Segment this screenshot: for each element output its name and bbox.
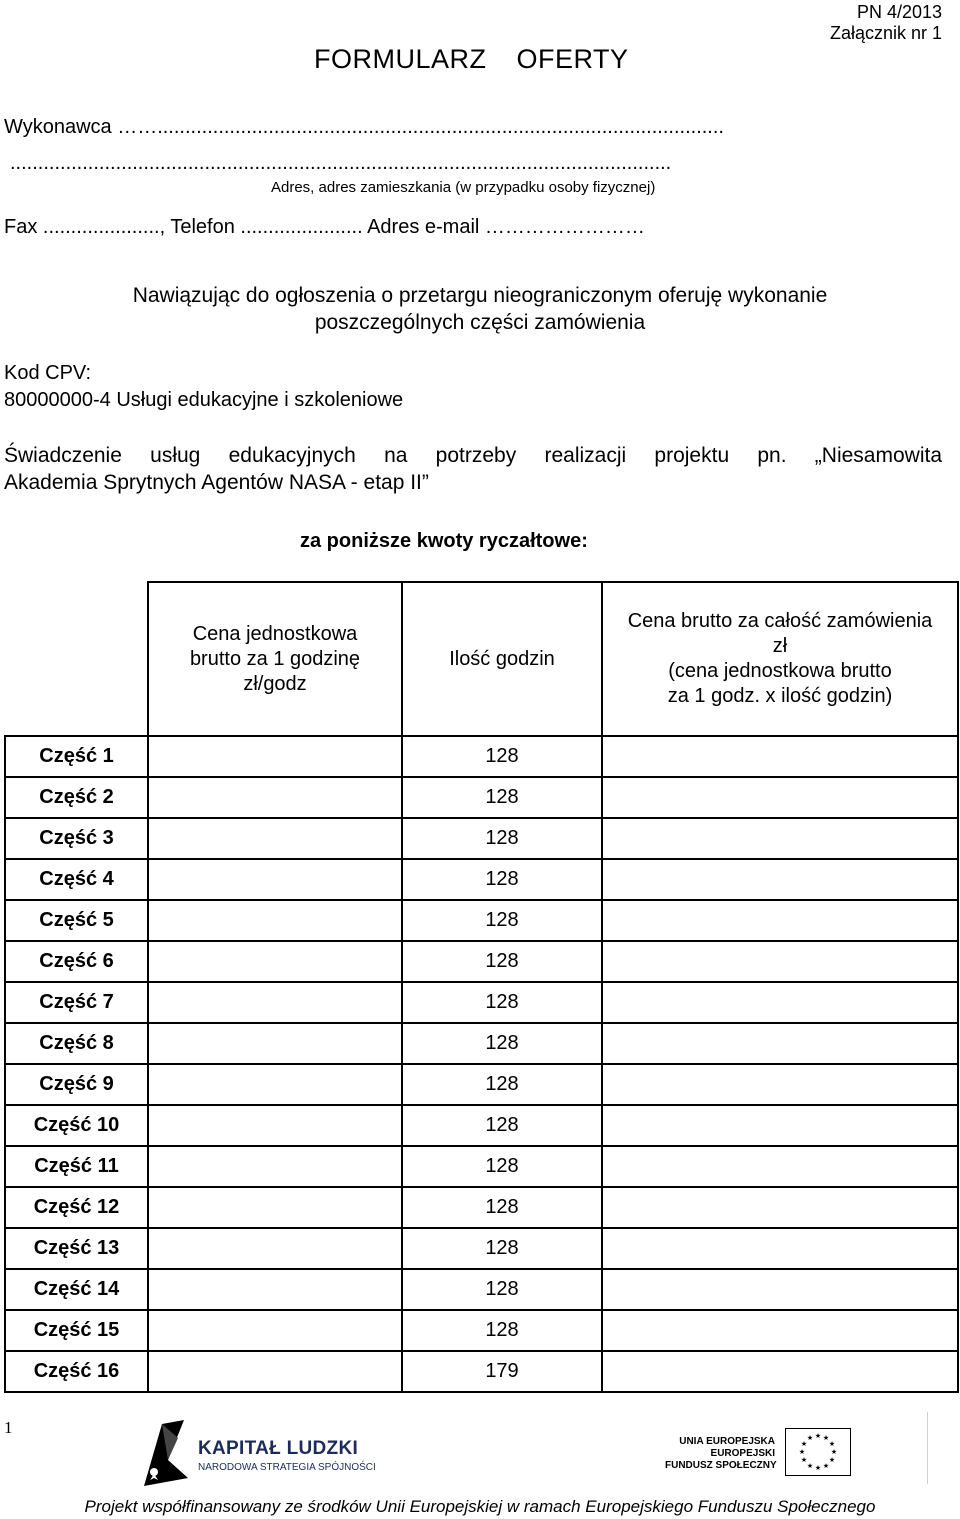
part-label: Część 2 xyxy=(5,777,148,818)
header-hours-line: Ilość godzin xyxy=(449,647,555,670)
reference-number: PN 4/2013 xyxy=(856,2,942,22)
table-row xyxy=(5,1310,958,1351)
hours-value: 128 xyxy=(402,1023,602,1064)
table-row xyxy=(5,1228,958,1269)
header-unit-price-line: brutto za 1 godzinę xyxy=(189,647,361,670)
hours-value: 128 xyxy=(402,736,602,777)
hours-value: 128 xyxy=(402,1269,602,1310)
contact-line: Fax ....................., Telefon ...................... Adres e-mail …………………… xyxy=(4,216,645,238)
svg-text:★: ★ xyxy=(806,1463,814,1470)
kapital-ludzki-logo xyxy=(138,1420,376,1488)
total-price-field[interactable] xyxy=(602,818,958,859)
table-row xyxy=(5,777,958,818)
table-row xyxy=(5,982,958,1023)
hours-value: 128 xyxy=(402,1310,602,1351)
hours-value: 128 xyxy=(402,1187,602,1228)
svg-text:★: ★ xyxy=(822,1435,830,1442)
contractor-line: Wykonawca ……...................................................................................................... xyxy=(4,116,724,138)
table-row xyxy=(5,900,958,941)
hours-value: 128 xyxy=(402,1064,602,1105)
table-row xyxy=(5,941,958,982)
total-price-field[interactable] xyxy=(602,982,958,1023)
logo-divider xyxy=(927,1412,928,1484)
unit-price-field[interactable] xyxy=(148,859,402,900)
svg-text:★: ★ xyxy=(814,1433,822,1440)
unit-price-field[interactable] xyxy=(148,1064,402,1105)
form-title: FORMULARZ OFERTY xyxy=(314,44,629,74)
kapital-ludzki-title: KAPITAŁ LUDZKI xyxy=(198,1438,359,1459)
header-total xyxy=(602,582,958,736)
part-label: Część 5 xyxy=(5,900,148,941)
unit-price-field[interactable] xyxy=(148,1187,402,1228)
part-label: Część 1 xyxy=(5,736,148,777)
part-label: Część 10 xyxy=(5,1105,148,1146)
hours-value: 128 xyxy=(402,859,602,900)
eu-stars-icon xyxy=(786,1429,850,1475)
hours-value: 128 xyxy=(402,777,602,818)
eu-text xyxy=(665,1436,775,1472)
header-total-line: za 1 godz. x ilość godzin) xyxy=(667,685,893,707)
kapital-ludzki-emblem-icon xyxy=(138,1420,194,1488)
table-row xyxy=(5,1351,958,1392)
eu-text-line: UNIA EUROPEJSKA xyxy=(679,1436,775,1447)
unit-price-field[interactable] xyxy=(148,818,402,859)
total-price-field[interactable] xyxy=(602,1228,958,1269)
svg-text:★: ★ xyxy=(828,1457,836,1464)
table-row xyxy=(5,1187,958,1228)
svg-text:★: ★ xyxy=(806,1435,814,1442)
total-price-field[interactable] xyxy=(602,941,958,982)
intro-line-1: Nawiązując do ogłoszenia o przetargu nieograniczonym oferuję wykonanie xyxy=(132,284,828,307)
eu-text-line: FUNDUSZ SPOŁECZNY xyxy=(665,1460,777,1471)
total-price-field[interactable] xyxy=(602,1146,958,1187)
unit-price-field[interactable] xyxy=(148,982,402,1023)
unit-price-field[interactable] xyxy=(148,1105,402,1146)
table-row xyxy=(5,1023,958,1064)
eu-logo xyxy=(665,1422,927,1486)
service-line-2: Akademia Sprytnych Agentów NASA - etap II” xyxy=(4,471,429,494)
cpv-label: Kod CPV: xyxy=(4,362,92,384)
hours-value: 128 xyxy=(402,1146,602,1187)
hours-value: 179 xyxy=(402,1351,602,1392)
hours-value: 128 xyxy=(402,941,602,982)
unit-price-field[interactable] xyxy=(148,777,402,818)
subheading: za poniższe kwoty ryczałtowe: xyxy=(300,530,588,552)
total-price-field[interactable] xyxy=(602,900,958,941)
hours-value: 128 xyxy=(402,900,602,941)
total-price-field[interactable] xyxy=(602,736,958,777)
unit-price-field[interactable] xyxy=(148,1023,402,1064)
intro-line-2: poszczególnych części zamówienia xyxy=(314,311,646,334)
document-reference xyxy=(830,2,942,44)
part-label: Część 9 xyxy=(5,1064,148,1105)
kapital-ludzki-subtitle: NARODOWA STRATEGIA SPÓJNOŚCI xyxy=(198,1462,376,1473)
footer-note: Projekt współfinansowany ze środków Unii Europejskiej w ramach Europejskiego Funduszu Społecznego xyxy=(84,1497,876,1516)
unit-price-field[interactable] xyxy=(148,941,402,982)
part-label: Część 7 xyxy=(5,982,148,1023)
hours-value: 128 xyxy=(402,818,602,859)
contractor-dots-line: ....................................................................................................................... xyxy=(10,152,672,174)
part-label: Część 3 xyxy=(5,818,148,859)
unit-price-field[interactable] xyxy=(148,1228,402,1269)
header-unit-price-line: zł/godz xyxy=(243,672,307,695)
eu-flag-icon xyxy=(785,1428,851,1476)
part-label: Część 11 xyxy=(5,1146,148,1187)
table-row xyxy=(5,818,958,859)
total-price-field[interactable] xyxy=(602,1269,958,1310)
svg-text:★: ★ xyxy=(822,1463,830,1470)
total-price-field[interactable] xyxy=(602,777,958,818)
part-label: Część 8 xyxy=(5,1023,148,1064)
svg-text:★: ★ xyxy=(800,1441,808,1448)
hours-value: 128 xyxy=(402,1105,602,1146)
table-row xyxy=(5,1146,958,1187)
svg-text:★: ★ xyxy=(814,1465,822,1472)
header-unit-price xyxy=(148,582,402,736)
unit-price-field[interactable] xyxy=(148,736,402,777)
hours-value: 128 xyxy=(402,1228,602,1269)
table-row xyxy=(5,859,958,900)
cpv-code: 80000000-4 Usługi edukacyjne i szkoleniowe xyxy=(4,389,404,411)
part-label: Część 12 xyxy=(5,1187,148,1228)
total-price-field[interactable] xyxy=(602,1064,958,1105)
part-label: Część 14 xyxy=(5,1269,148,1310)
total-price-field[interactable] xyxy=(602,859,958,900)
service-line-1: Świadczenie usług edukacyjnych na potrzeby realizacji projektu pn. „Niesamowita xyxy=(4,444,942,467)
part-label: Część 13 xyxy=(5,1228,148,1269)
header-blank-cell xyxy=(5,582,148,736)
header-total-line: (cena jednostkowa brutto xyxy=(668,660,892,682)
attachment-label: Załącznik nr 1 xyxy=(829,23,942,43)
header-unit-price-line: Cena jednostkowa xyxy=(192,622,358,645)
part-label: Część 6 xyxy=(5,941,148,982)
header-hours xyxy=(402,582,602,736)
header-total-line: zł xyxy=(772,635,788,657)
unit-price-field[interactable] xyxy=(148,900,402,941)
total-price-field[interactable] xyxy=(602,1023,958,1064)
part-label: Część 4 xyxy=(5,859,148,900)
table-header-row xyxy=(5,582,958,736)
total-price-field[interactable] xyxy=(602,1351,958,1392)
unit-price-field[interactable] xyxy=(148,1269,402,1310)
unit-price-field[interactable] xyxy=(148,1146,402,1187)
svg-text:★: ★ xyxy=(830,1449,838,1456)
table-row xyxy=(5,1064,958,1105)
svg-text:★: ★ xyxy=(828,1441,836,1448)
part-label: Część 15 xyxy=(5,1310,148,1351)
page-number: 1 xyxy=(4,1418,13,1437)
table-row xyxy=(5,1105,958,1146)
svg-text:★: ★ xyxy=(800,1457,808,1464)
table-row xyxy=(5,736,958,777)
header-total-line: Cena brutto za całość zamówienia xyxy=(627,610,933,632)
unit-price-field[interactable] xyxy=(148,1351,402,1392)
table-row xyxy=(5,1269,958,1310)
offer-table xyxy=(4,581,959,1393)
eu-text-line: EUROPEJSKI xyxy=(710,1448,775,1459)
total-price-field[interactable] xyxy=(602,1310,958,1351)
total-price-field[interactable] xyxy=(602,1105,958,1146)
address-caption: Adres, adres zamieszkania (w przypadku osoby fizycznej) xyxy=(271,179,656,196)
unit-price-field[interactable] xyxy=(148,1310,402,1351)
part-label: Część 16 xyxy=(5,1351,148,1392)
total-price-field[interactable] xyxy=(602,1187,958,1228)
svg-text:★: ★ xyxy=(798,1449,806,1456)
hours-value: 128 xyxy=(402,982,602,1023)
